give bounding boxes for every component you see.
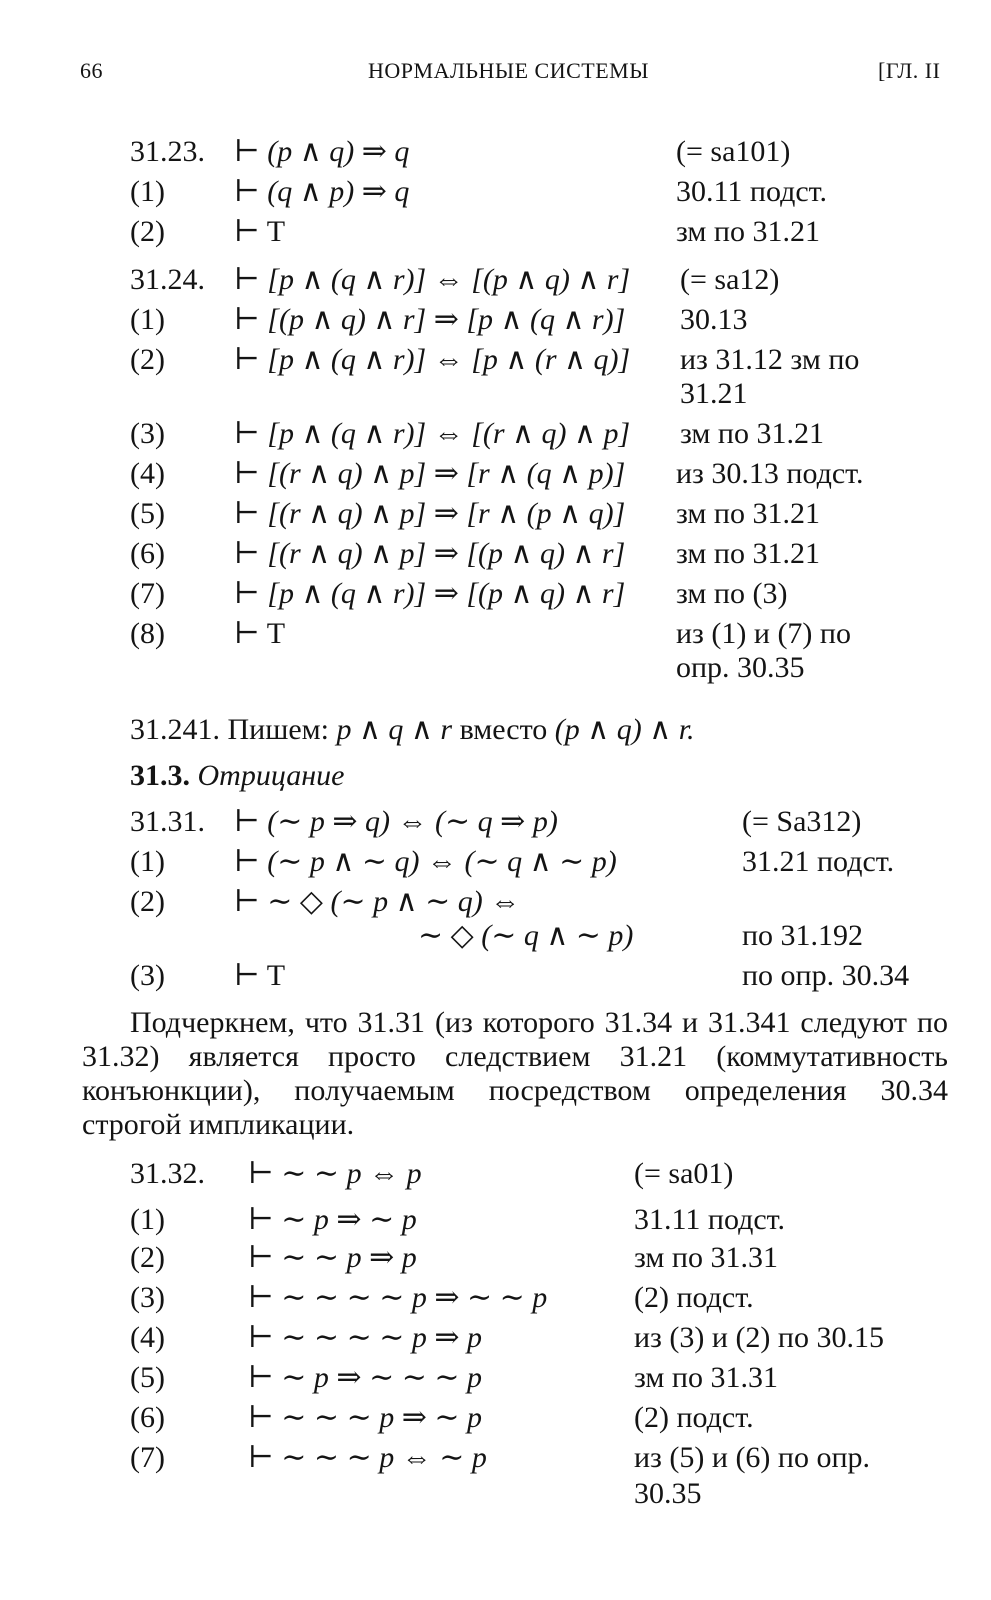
step-number: (6)	[130, 537, 165, 570]
formula: ⊢ (∼ p ∧ ∼ q) ⇔ (∼ q ∧ ∼ p)	[234, 845, 617, 878]
justification: из (1) и (7) по	[676, 617, 851, 650]
justification: зм по 31.21	[680, 417, 824, 450]
formula: ⊢ ∼ p ⇒ ∼ ∼ ∼ p	[248, 1361, 482, 1394]
step-number: (4)	[130, 457, 165, 490]
definition-expression: (p ∧ q) ∧ r.	[554, 713, 695, 746]
theorem-number: 31.23.	[130, 135, 205, 168]
step-number: (8)	[130, 617, 165, 650]
justification: (= sa12)	[680, 263, 780, 296]
justification: 30.13	[680, 303, 748, 336]
justification: из 30.13 подст.	[676, 457, 864, 490]
step-number: (2)	[130, 215, 165, 248]
formula: ⊢ [p ∧ (q ∧ r)] ⇒ [(p ∧ q) ∧ r]	[234, 577, 626, 610]
definition-text: Пишем:	[227, 713, 329, 746]
section-title: Отрицание	[197, 759, 345, 792]
section-number: 31.3.	[130, 759, 190, 792]
formula: ⊢ [(r ∧ q) ∧ p] ⇒ [r ∧ (p ∧ q)]	[234, 497, 626, 530]
justification: 31.11 подст.	[634, 1203, 786, 1236]
formula: ⊢ ∼ ∼ ∼ ∼ p ⇒ ∼ ∼ p	[248, 1281, 548, 1314]
page-number: 66	[80, 58, 103, 83]
formula: ⊢ T	[234, 215, 286, 248]
step-number: (2)	[130, 885, 165, 918]
definition-expression: p ∧ q ∧ r	[336, 713, 453, 746]
formula: ⊢ ∼ ∼ ∼ p ⇒ ∼ p	[248, 1401, 482, 1434]
justification: зм по 31.31	[634, 1241, 778, 1274]
formula: ⊢ ∼ p ⇒ ∼ p	[248, 1203, 417, 1236]
step-number: (1)	[130, 1203, 165, 1236]
justification-continued: опр. 30.35	[676, 651, 805, 684]
running-title: НОРМАЛЬНЫЕ СИСТЕМЫ	[368, 58, 649, 83]
justification: (= Sa312)	[742, 805, 862, 838]
formula: ⊢ ∼ ∼ p ⇒ p	[248, 1241, 417, 1274]
justification: зм по 31.21	[676, 537, 820, 570]
step-number: (7)	[130, 1441, 165, 1474]
step-number: (1)	[130, 303, 165, 336]
step-number: (3)	[130, 959, 165, 992]
step-number: (4)	[130, 1321, 165, 1354]
step-number: (6)	[130, 1401, 165, 1434]
justification: из (5) и (6) по опр.	[634, 1441, 871, 1474]
step-number: (7)	[130, 577, 165, 610]
theorem-number: 31.31.	[130, 805, 205, 838]
formula: ⊢ [p ∧ (q ∧ r)] ⇔ [p ∧ (r ∧ q)]	[234, 343, 631, 376]
justification: 30.11 подст.	[676, 175, 828, 208]
formula: ⊢ [(p ∧ q) ∧ r] ⇒ [p ∧ (q ∧ r)]	[234, 303, 626, 336]
formula: ⊢ ∼ ∼ ∼ ∼ p ⇒ p	[248, 1321, 482, 1354]
definition-connector: вместо	[459, 713, 548, 746]
step-number: (2)	[130, 343, 165, 376]
justification: из 31.12 зм по	[680, 343, 860, 376]
justification: (= sa01)	[634, 1157, 734, 1190]
formula: ⊢ (p ∧ q) ⇒ q	[234, 135, 410, 168]
formula: ⊢ ∼ ◇ (∼ p ∧ ∼ q) ⇔	[234, 885, 521, 918]
step-number: (1)	[130, 175, 165, 208]
justification: (2) подст.	[634, 1401, 754, 1434]
definition-line	[130, 712, 695, 748]
justification-continued: 31.21	[680, 377, 748, 410]
justification: зм по (3)	[676, 577, 788, 610]
formula: ⊢ [p ∧ (q ∧ r)] ⇔ [(p ∧ q) ∧ r]	[234, 263, 631, 296]
justification: 31.21 подст.	[742, 845, 895, 878]
step-number: (1)	[130, 845, 165, 878]
definition-number: 31.241.	[130, 713, 220, 746]
step-number: (5)	[130, 1361, 165, 1394]
formula: ⊢ [(r ∧ q) ∧ p] ⇒ [r ∧ (q ∧ p)]	[234, 457, 626, 490]
step-number: (3)	[130, 417, 165, 450]
section-heading	[130, 758, 344, 794]
justification-continued: 30.35	[634, 1477, 702, 1510]
step-number: (5)	[130, 497, 165, 530]
formula: ⊢ (∼ p ⇒ q) ⇔ (∼ q ⇒ p)	[234, 805, 558, 838]
justification: по 31.192	[742, 919, 864, 952]
formula-continued: ∼ ◇ (∼ q ∧ ∼ p)	[418, 919, 634, 952]
justification: зм по 31.21	[676, 497, 820, 530]
formula: ⊢ T	[234, 959, 286, 992]
formula: ⊢ (q ∧ p) ⇒ q	[234, 175, 410, 208]
justification: из (3) и (2) по 30.15	[634, 1321, 884, 1354]
justification: (= sa101)	[676, 135, 791, 168]
justification: зм по 31.31	[634, 1361, 778, 1394]
step-number: (2)	[130, 1241, 165, 1274]
formula: ⊢ [p ∧ (q ∧ r)] ⇔ [(r ∧ q) ∧ p]	[234, 417, 631, 450]
chapter-label: [ГЛ. II	[878, 58, 941, 83]
formula: ⊢ T	[234, 617, 286, 650]
theorem-number: 31.24.	[130, 263, 205, 296]
justification: зм по 31.21	[676, 215, 820, 248]
justification: (2) подст.	[634, 1281, 754, 1314]
formula: ⊢ ∼ ∼ p ⇔ p	[248, 1157, 422, 1190]
formula: ⊢ [(r ∧ q) ∧ p] ⇒ [(p ∧ q) ∧ r]	[234, 537, 626, 570]
justification: по опр. 30.34	[742, 959, 910, 992]
theorem-number: 31.32.	[130, 1157, 205, 1190]
body-paragraph: Подчеркнем, что 31.31 (из которого 31.34 и 31.341 следуют по 31.32) является просто следствием 31.21 (коммутативность конъюнкции), получаемым посредством определения 30.34 строгой импликации.	[82, 1006, 948, 1141]
step-number: (3)	[130, 1281, 165, 1314]
formula: ⊢ ∼ ∼ ∼ p ⇔ ∼ p	[248, 1441, 487, 1474]
